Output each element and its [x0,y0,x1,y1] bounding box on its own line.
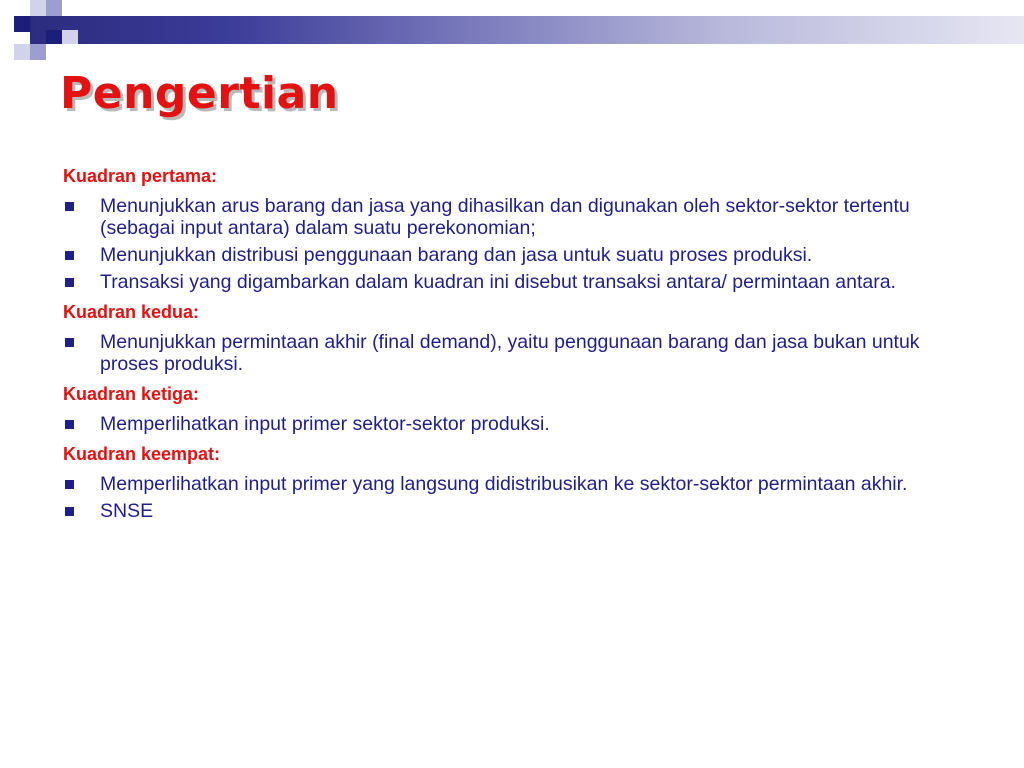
slide-title: Pengertian [60,68,339,119]
square-bullet-icon [65,251,74,260]
section-kuadran-keempat [63,443,963,522]
bullet-item [63,473,963,495]
bullet-text: SNSE [100,500,154,522]
section-kuadran-pertama [63,165,963,293]
bullet-text: Menunjukkan permintaan akhir (final demand), yaitu penggunaan barang dan jasa bukan untuk proses produksi. [100,331,920,375]
section-heading: Kuadran ketiga: [63,384,200,404]
bullet-text: Menunjukkan distribusi penggunaan barang dan jasa untuk suatu proses produksi. [100,244,813,266]
bullet-item [63,413,963,435]
header-square-decoration [30,44,46,60]
section-kuadran-kedua [63,301,963,375]
header-square-decoration [62,30,78,44]
header-square-decoration [14,16,30,32]
bullet-item [63,195,963,239]
header-gradient-bar [30,16,1024,44]
bullet-text: Memperlihatkan input primer sektor-sektor produksi. [100,413,550,435]
bullet-text: Memperlihatkan input primer yang langsung didistribusikan ke sektor-sektor permintaan akhir. [100,473,908,495]
square-bullet-icon [65,507,74,516]
bullet-item [63,244,963,266]
bullet-text: Transaksi yang digambarkan dalam kuadran ini disebut transaksi antara/ permintaan antara. [100,271,896,293]
section-kuadran-ketiga [63,383,963,435]
bullet-list [63,473,963,522]
square-bullet-icon [65,338,74,347]
bullet-list [63,195,963,293]
header-square-decoration [30,0,46,16]
square-bullet-icon [65,420,74,429]
square-bullet-icon [65,202,74,211]
header-square-decoration [46,0,62,16]
slide-body [63,165,963,530]
bullet-text: Menunjukkan arus barang dan jasa yang dihasilkan dan digunakan oleh sektor-sektor tertentu (sebagai input antara) dalam suatu perekonomian; [100,195,910,239]
section-heading: Kuadran kedua: [63,302,200,322]
section-heading: Kuadran pertama: [63,166,218,186]
header-square-decoration [14,44,30,60]
square-bullet-icon [65,480,74,489]
square-bullet-icon [65,278,74,287]
bullet-item [63,500,963,522]
section-heading: Kuadran keempat: [63,444,221,464]
header-square-decoration [46,30,62,44]
bullet-item [63,331,963,375]
bullet-item [63,271,963,293]
bullet-list [63,413,963,435]
bullet-list [63,331,963,375]
